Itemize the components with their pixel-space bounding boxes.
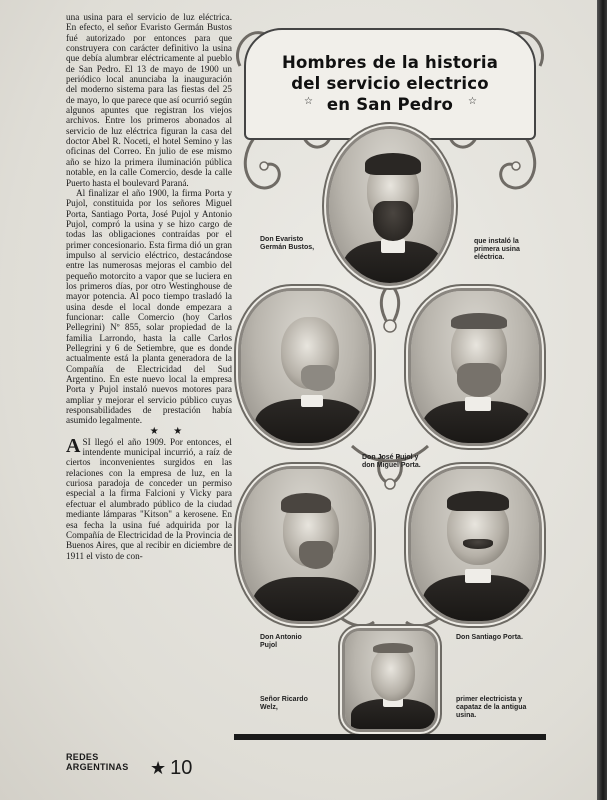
panel-bottom-rule bbox=[234, 734, 546, 740]
drop-cap: A bbox=[66, 434, 81, 457]
caption-bustos-desc: que instaló la primera usina eléctrica. bbox=[474, 238, 520, 262]
panel-title bbox=[246, 52, 534, 115]
star-icon: ★ bbox=[150, 758, 167, 778]
portrait-antonio-pujol bbox=[238, 466, 372, 624]
portrait-jose-pujol bbox=[238, 288, 372, 446]
star-right-icon: ☆ bbox=[468, 96, 477, 107]
caption-welz-name: Señor Ricardo Welz, bbox=[260, 696, 308, 712]
caption-bustos-name: Don Evaristo Germán Bustos, bbox=[260, 236, 315, 252]
history-panel bbox=[234, 26, 546, 746]
portrait-ricardo-welz bbox=[342, 628, 438, 732]
article-column bbox=[66, 12, 232, 561]
page-footer bbox=[66, 752, 206, 779]
article-paragraph-1: una usina para el servicio de luz eléctrica. En efecto, el señor Evaristo Germán Bustos fué autorizado por entonces para que construyera con carácter definitivo la usina que debía alumbrar eléctricamente al pueblo de San Pedro. El 13 de mayo de 1900 un periódico local anunciaba la inauguración del moderno sistema para las fiestas del 25 de mayo, lo que parece que así ocurrió según algunos apuntes que registran los viejos archivos. Entre los primeros abonados al servicio de luz eléctrica figuran la casa del doctor Abel R. Noceti, el hotel Semino y las oficinas del Correo. En julio de ese mismo año se hizo la primera iluminación pública notable, en la calle Comercio, desde la calle Puerto hasta el boulevard Paraná. bbox=[66, 12, 232, 188]
caption-antonio-pujol: Don Antonio Pujol bbox=[260, 634, 302, 650]
section-stars: ★ ★ bbox=[149, 425, 189, 437]
caption-pujol-porta: Don José Pujol y don Miguel Porta. bbox=[362, 454, 421, 470]
caption-santiago-porta: Don Santiago Porta. bbox=[456, 634, 523, 641]
article-paragraph-3-text: SI llegó el año 1909. Por entonces, el intendente municipal incurrió, a raíz de ciertos inconvenientes surgidos en las relaciones con la empresa de luz, en la curiosa paradoja de conceder un permiso especial a la firma Falcioni y Vicky para efectuar el alumbrado público de la ciudad mediante lámparas "Kitson" a kerosene. En esa fecha la usina fué adquirida por la Compañía de Electricidad de la Provincia de Buenos Aires, que al recibir en diciembre de 1911 el visto de con- bbox=[66, 436, 232, 561]
portrait-miguel-porta bbox=[408, 288, 542, 446]
panel-title-line3: en San Pedro bbox=[326, 95, 454, 114]
caption-welz-desc: primer electricista y capataz de la antigua usina. bbox=[456, 696, 527, 720]
magazine-name-line2: ARGENTINAS bbox=[66, 762, 129, 772]
title-cartouche bbox=[244, 28, 536, 140]
panel-title-line1: Hombres de la historia bbox=[281, 53, 499, 72]
panel-title-line2: del servicio electrico bbox=[291, 74, 489, 93]
article-paragraph-2: Al finalizar el año 1900, la firma Porta y Pujol, constituida por los señores Miguel Porta, Santiago Porta, José Pujol y Antonio Pujol, compró la usina y se hizo cargo de todas las obligaciones contraídas por el primer concesionario. Esta firma dió un gran impulso al servicio eléctrico, destacándose entre las numerosas mejoras el cambio del pequeño motorcito a vapor que se luciera en los primeros días, por otro Westinghouse de mayor potencia. Al poco tiempo trasladó la usina desde el local donde empezara a funcionar: calle Comercio (hoy Carlos Pellegrini) Nº 855, solar propiedad de la familia Larrondo, hasta la calle Carlos Pellegrini y 6 de Setiembre, que es donde actualmente está la planta generadora de la Compañía de Electricidad del Sud Argentino. En este nuevo local la empresa Porta y Pujol instaló nuevos motores para ampliar y mejorar el servicio público cuyas responsabilidades de prestación había asumido legalmente. bbox=[66, 187, 232, 426]
portrait-bustos bbox=[326, 126, 454, 286]
page-number bbox=[150, 758, 192, 778]
article-paragraph-3 bbox=[66, 434, 232, 561]
page-number-value: 10 bbox=[170, 757, 193, 779]
portrait-santiago-porta bbox=[408, 466, 542, 624]
star-left-icon: ☆ bbox=[304, 96, 313, 107]
magazine-name-line1: REDES bbox=[66, 752, 99, 762]
page-edge-shadow bbox=[597, 0, 607, 800]
